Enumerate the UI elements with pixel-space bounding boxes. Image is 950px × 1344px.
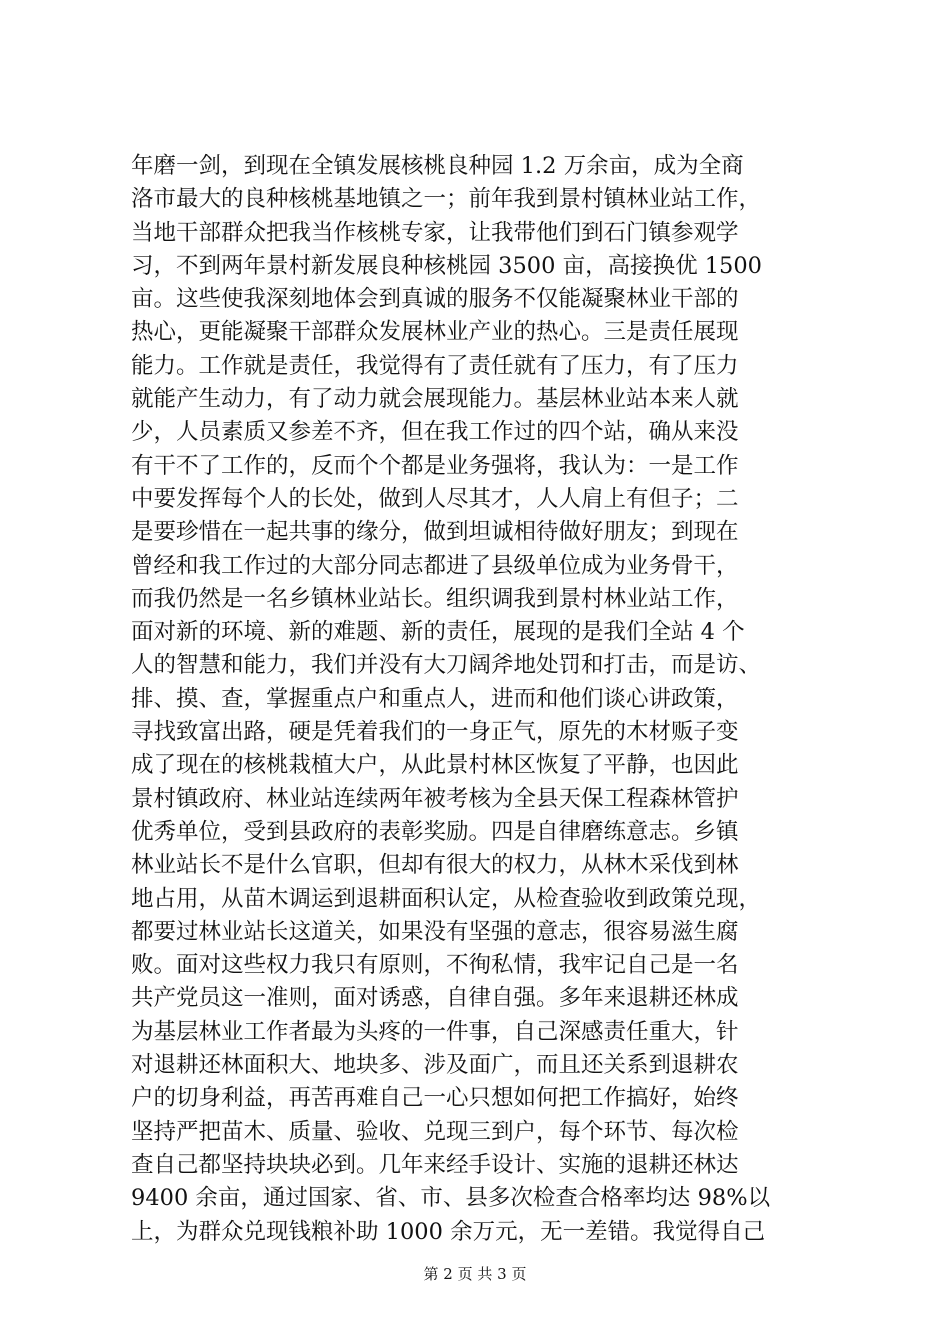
text-line: 少，人员素质又参差不齐，但在我工作过的四个站，确从来没: [131, 419, 739, 446]
text-line: 习，不到两年景村新发展良种核桃园 3500 亩，高接换优 1500: [131, 252, 762, 279]
text-line: 面对新的环境、新的难题、新的责任，展现的是我们全站 4 个: [131, 619, 745, 646]
text-line: 是要珍惜在一起共事的缘分，做到坦诚相待做好朋友；到现在: [131, 519, 739, 546]
body-paragraph: [131, 150, 831, 1249]
text-line: 而我仍然是一名乡镇林业站长。组织调我到景村林业站工作，: [131, 585, 739, 612]
text-line: 上，为群众兑现钱粮补助 1000 余万元，无一差错。我觉得自己: [131, 1218, 766, 1245]
text-line: 有干不了工作的，反而个个都是业务强将，我认为：一是工作: [131, 452, 739, 479]
text-line: 中要发挥每个人的长处，做到人尽其才，人人肩上有但子；二: [131, 485, 739, 512]
text-line: 林业站长不是什么官职，但却有很大的权力，从林木采伐到林: [131, 852, 739, 879]
text-line: 年磨一剑，到现在全镇发展核桃良种园 1.2 万余亩，成为全商: [131, 153, 744, 179]
text-line: 当地干部群众把我当作核桃专家，让我带他们到石门镇参观学: [131, 219, 739, 246]
text-line: 能力。工作就是责任，我觉得有了责任就有了压力，有了压力: [131, 352, 739, 379]
text-line: 寻找致富出路，硬是凭着我们的一身正气，原先的木材贩子变: [131, 719, 739, 746]
page-footer: [0, 1264, 950, 1284]
text-line: 成了现在的核桃栽植大户，从此景村林区恢复了平静，也因此: [131, 752, 739, 779]
text-line: 为基层林业工作者最为头疼的一件事，自己深感责任重大，针: [131, 1018, 739, 1045]
text-line: 9400 余亩，通过国家、省、市、县多次检查合格率均达 98%以: [131, 1185, 771, 1212]
text-line: 排、摸、查，掌握重点户和重点人，进而和他们谈心讲政策，: [131, 685, 739, 712]
text-line: 亩。这些使我深刻地体会到真诚的服务不仅能凝聚林业干部的: [131, 286, 739, 313]
page-number-label: 第 2 页 共 3 页: [423, 1265, 527, 1283]
text-line: 坚持严把苗木、质量、验收、兑现三到户，每个环节、每次检: [131, 1118, 739, 1145]
text-line: 曾经和我工作过的大部分同志都进了县级单位成为业务骨干，: [131, 552, 739, 579]
text-line: 户的切身利益，再苦再难自己一心只想如何把工作搞好，始终: [131, 1085, 739, 1112]
text-line: 优秀单位，受到县政府的表彰奖励。四是自律磨练意志。乡镇: [131, 818, 739, 845]
text-line: 败。面对这些权力我只有原则，不徇私情，我牢记自己是一名: [131, 952, 739, 979]
text-line: 人的智慧和能力，我们并没有大刀阔斧地处罚和打击，而是访、: [131, 652, 762, 679]
text-line: 对退耕还林面积大、地块多、涉及面广，而且还关系到退耕农: [131, 1052, 739, 1079]
text-line: 景村镇政府、林业站连续两年被考核为全县天保工程森林管护: [131, 785, 739, 812]
text-line: 洛市最大的良种核桃基地镇之一；前年我到景村镇林业站工作，: [131, 186, 762, 213]
text-line: 共产党员这一准则，面对诱惑，自律自强。多年来退耕还林成: [131, 985, 739, 1012]
text-line: 地占用，从苗木调运到退耕面积认定，从检查验收到政策兑现，: [131, 885, 762, 912]
text-line: 热心，更能凝聚干部群众发展林业产业的热心。三是责任展现: [131, 319, 739, 346]
text-line: 查自己都坚持块块必到。几年来经手设计、实施的退耕还林达: [131, 1151, 739, 1178]
text-line: 都要过林业站长这道关，如果没有坚强的意志，很容易滋生腐: [131, 918, 739, 945]
text-line: 就能产生动力，有了动力就会展现能力。基层林业站本来人就: [131, 386, 739, 413]
